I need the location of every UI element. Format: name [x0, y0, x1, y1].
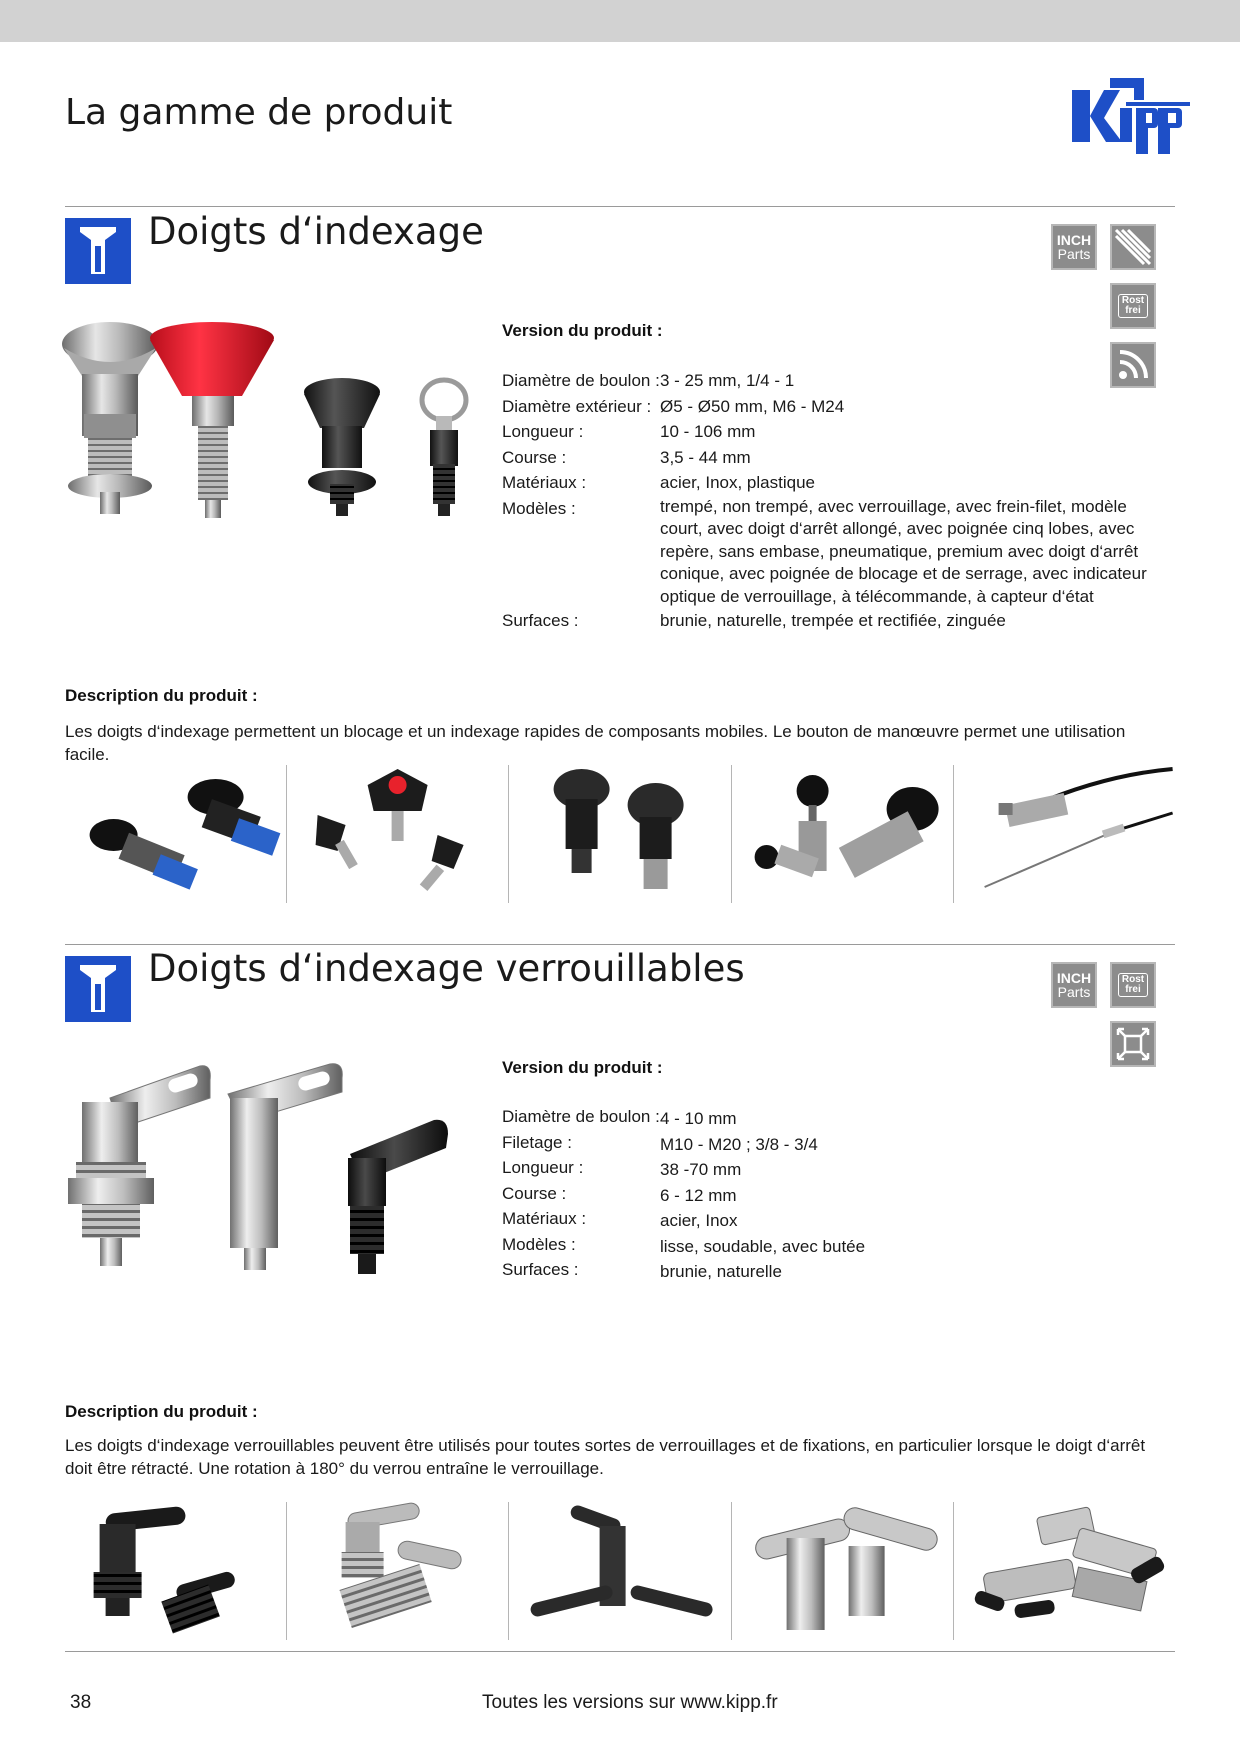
- version-heading: Version du produit :: [502, 1058, 663, 1077]
- top-bar: [0, 0, 1240, 42]
- inch-parts-icon: INCH Parts: [1051, 224, 1097, 270]
- indexing-plunger-icon: [65, 218, 131, 284]
- product-thumbnail: [286, 765, 508, 903]
- spec-row: Filetage : M10 - M20 ; 3/8 - 3/4: [502, 1132, 818, 1154]
- product-thumbnail: [953, 765, 1175, 903]
- product-thumbnail: [65, 1502, 286, 1640]
- product-description: Les doigts d‘indexage permettent un blocage et un indexage rapides de composants mobiles. Le bouton de manœuvre permet une utilisation facile.: [65, 722, 1126, 764]
- indexing-plunger-icon: [65, 956, 131, 1022]
- product-thumbnail: [731, 765, 953, 903]
- description-heading: Description du produit :: [65, 686, 258, 705]
- specs-table: [502, 368, 1150, 634]
- inch-parts-icon: INCH Parts: [1051, 962, 1097, 1008]
- 3d-cad-icon: [1110, 1021, 1156, 1067]
- specs-table: [502, 1106, 1150, 1285]
- spec-row: Course : 6 - 12 mm: [502, 1183, 737, 1205]
- divider: [65, 944, 1175, 945]
- spec-row: Diamètre de boulon : 4 - 10 mm: [502, 1107, 737, 1128]
- page-title: La gamme de produit: [65, 92, 453, 133]
- product-thumbnail: [731, 1502, 953, 1640]
- version-heading: Version du produit :: [502, 321, 663, 340]
- lockable-indexing-plungers-product-image: [60, 1058, 460, 1290]
- product-thumbnail: [65, 765, 286, 903]
- spec-row: Surfaces : brunie, naturelle: [502, 1260, 782, 1281]
- description-heading: Description du produit :: [65, 1402, 258, 1421]
- product-thumbnail: [953, 1502, 1175, 1640]
- spec-row: Matériaux : acier, Inox, plastique: [502, 473, 815, 492]
- spec-row: Diamètre extérieur : Ø5 - Ø50 mm, M6 - M24: [502, 396, 845, 416]
- spec-row: Surfaces : brunie, naturelle, trempée et rectifiée, zinguée: [502, 611, 1006, 630]
- hatched-stripes-icon: [1110, 224, 1156, 270]
- product-thumbnail-strip: [65, 1502, 1175, 1640]
- spec-row: Longueur : 10 - 106 mm: [502, 422, 756, 441]
- product-description: Les doigts d‘indexage verrouillables peuvent être utilisés pour toutes sortes de verrouillages et de fixations, en particulier lorsque le doigt d‘arrêt doit être rétracté. Une rotation à 180° du verrou entraîne le verrouillage.: [65, 1436, 1146, 1478]
- page-number: 38: [70, 1692, 92, 1713]
- divider: [65, 206, 1175, 207]
- spec-row: Course : 3,5 - 44 mm: [502, 447, 751, 467]
- spec-row: Longueur : 38 -70 mm: [502, 1158, 742, 1179]
- product-thumbnail: [508, 1502, 730, 1640]
- footer-website-note: Toutes les versions sur www.kipp.fr: [482, 1692, 778, 1713]
- rostfrei-icon: Rost frei: [1110, 962, 1156, 1008]
- rostfrei-icon: Rost frei: [1110, 283, 1156, 329]
- spec-row: Modèles : lisse, soudable, avec butée: [502, 1234, 866, 1256]
- spec-row: Diamètre de boulon : 3 - 25 mm, 1/4 - 1: [502, 371, 795, 390]
- product-thumbnail: [508, 765, 730, 903]
- spec-row: Matériaux : acier, Inox: [502, 1209, 738, 1230]
- product-thumbnail-strip: [65, 765, 1175, 903]
- indexing-plungers-product-image: [60, 318, 480, 530]
- section-title-lockable-indexing-plungers: Doigts d‘indexage verrouillables: [148, 947, 745, 990]
- kipp-logo: [1070, 72, 1190, 164]
- divider: [65, 1651, 1175, 1652]
- section-title-indexing-plungers: Doigts d‘indexage: [148, 210, 484, 253]
- spec-row: Modèles : trempé, non trempé, avec verrouillage, avec frein-filet, modèle court, avec doigt d‘arrêt allongé, avec poignée cinq lobes, avec repère, sans embase, pneumatique, premium avec doigt d‘arrêt conique, avec poignée de blocage et de serrage, avec indicateur optique de verrouillage, à télécommande, à capteur d‘état: [502, 496, 1147, 606]
- product-thumbnail: [286, 1502, 508, 1640]
